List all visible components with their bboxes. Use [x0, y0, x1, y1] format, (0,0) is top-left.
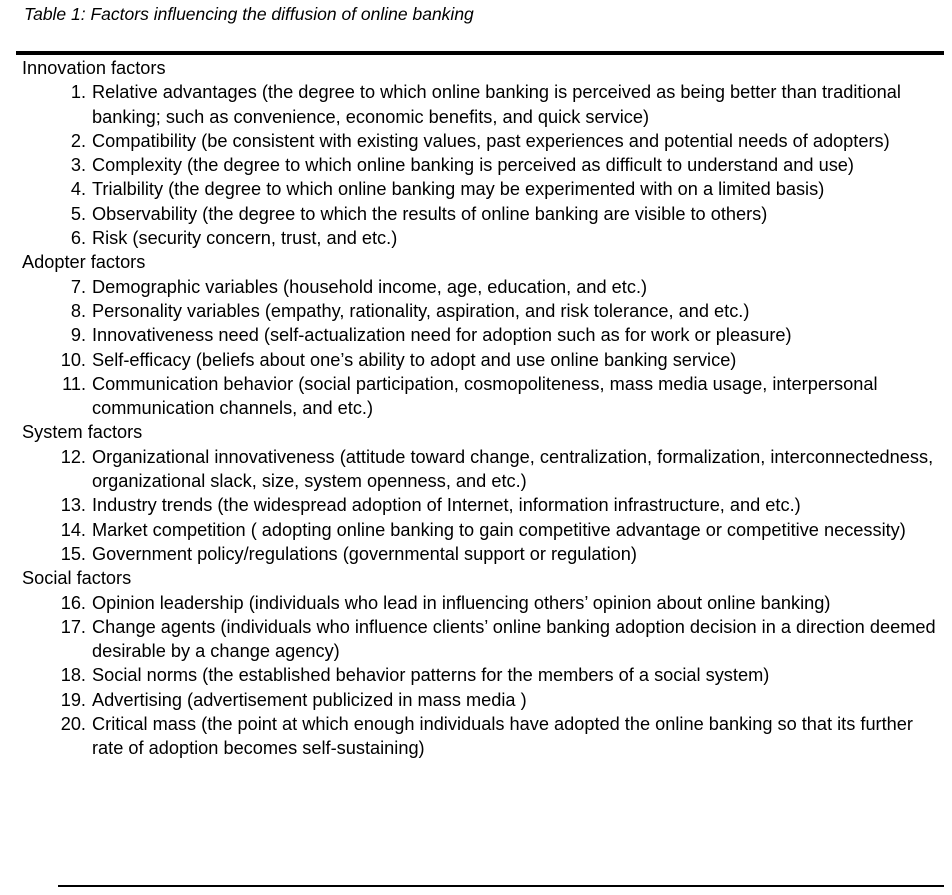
section-heading: Innovation factors	[22, 58, 166, 78]
item-number: 4.	[70, 179, 86, 200]
list-item	[22, 275, 947, 299]
item-number: 9.	[70, 325, 86, 346]
item-text: Market competition ( adopting online banking to gain competitive advantage or competitive necessity)	[92, 519, 906, 540]
list-item	[22, 153, 947, 177]
list-item	[22, 615, 947, 664]
list-item	[22, 323, 947, 347]
item-number: 6.	[70, 228, 86, 249]
list-item	[22, 445, 947, 494]
item-text: Advertising (advertisement publicized in mass media )	[92, 689, 527, 710]
item-text: Communication behavior (social participation, cosmopoliteness, mass media usage, interpersonal communication channels, and etc.)	[92, 373, 878, 419]
item-text: Compatibility (be consistent with existing values, past experiences and potential needs of adopters)	[92, 130, 890, 151]
table-top-rule	[16, 51, 944, 55]
item-text: Social norms (the established behavior patterns for the members of a social system)	[92, 665, 770, 686]
table-bottom-rule	[58, 885, 944, 887]
list-item	[22, 226, 947, 250]
list-item	[22, 688, 947, 712]
item-number: 2.	[70, 130, 86, 151]
item-text: Risk (security concern, trust, and etc.)	[92, 228, 398, 249]
list-item	[22, 202, 947, 226]
item-number: 10.	[60, 349, 86, 370]
item-number: 15.	[60, 543, 86, 564]
item-number: 20.	[60, 714, 86, 735]
list-item	[22, 518, 947, 542]
item-text: Industry trends (the widespread adoption of Internet, information infrastructure, and etc.)	[92, 495, 801, 516]
list-item	[22, 493, 947, 517]
list-item	[22, 712, 947, 761]
item-number: 19.	[60, 689, 86, 710]
section-social	[22, 566, 947, 760]
item-number: 3.	[70, 155, 86, 176]
item-number: 12.	[60, 446, 86, 467]
item-text: Government policy/regulations (governmental support or regulation)	[92, 543, 637, 564]
list-item	[22, 177, 947, 201]
item-text: Opinion leadership (individuals who lead in influencing others’ opinion about online banking)	[92, 592, 831, 613]
item-number: 11.	[62, 373, 86, 394]
item-text: Complexity (the degree to which online banking is perceived as difficult to understand and use)	[92, 155, 854, 176]
item-text: Critical mass (the point at which enough individuals have adopted the online banking so that its further rate of adoption becomes self-sustaining)	[92, 714, 913, 759]
section-innovation	[22, 56, 947, 250]
list-item	[22, 372, 947, 421]
item-text: Trialbility (the degree to which online banking may be experimented with on a limited basis)	[92, 179, 825, 200]
list-item	[22, 299, 947, 323]
item-text: Organizational innovativeness (attitude toward change, centralization, formalization, interconnectedness, organizational slack, size, system openness, and etc.)	[92, 446, 934, 492]
table-body	[22, 56, 947, 761]
list-item	[22, 591, 947, 615]
item-text: Observability (the degree to which the results of online banking are visible to others)	[92, 203, 768, 224]
section-heading: System factors	[22, 422, 143, 443]
list-item	[22, 542, 947, 566]
list-item	[22, 80, 947, 129]
item-number: 16.	[60, 592, 86, 613]
item-text: Self-efficacy (beliefs about one’s ability to adopt and use online banking service)	[92, 349, 737, 370]
list-item	[22, 129, 947, 153]
item-text: Demographic variables (household income, age, education, and etc.)	[92, 276, 648, 297]
section-heading: Adopter factors	[22, 252, 146, 273]
item-text: Relative advantages (the degree to which online banking is perceived as being better than traditional banking; such as convenience, economic benefits, and quick service)	[92, 82, 901, 127]
section-system	[22, 420, 947, 566]
item-number: 7.	[70, 276, 86, 297]
table-caption: Table 1: Factors influencing the diffusion of online banking	[24, 4, 474, 24]
item-text: Innovativeness need (self-actualization need for adoption such as for work or pleasure)	[92, 325, 792, 346]
section-adopter	[22, 250, 947, 420]
list-item	[22, 663, 947, 687]
list-item	[22, 348, 947, 372]
item-number: 1.	[70, 82, 86, 103]
item-text: Change agents (individuals who influence clients’ online banking adoption decision in a direction deemed desirable by a change agency)	[92, 616, 936, 662]
item-number: 14.	[60, 519, 86, 540]
item-text: Personality variables (empathy, rationality, aspiration, and risk tolerance, and etc.)	[92, 300, 750, 321]
section-heading: Social factors	[22, 568, 132, 589]
item-number: 13.	[60, 495, 86, 516]
item-number: 8.	[70, 300, 86, 321]
item-number: 17.	[60, 616, 86, 637]
item-number: 18.	[60, 665, 86, 686]
item-number: 5.	[70, 203, 86, 224]
